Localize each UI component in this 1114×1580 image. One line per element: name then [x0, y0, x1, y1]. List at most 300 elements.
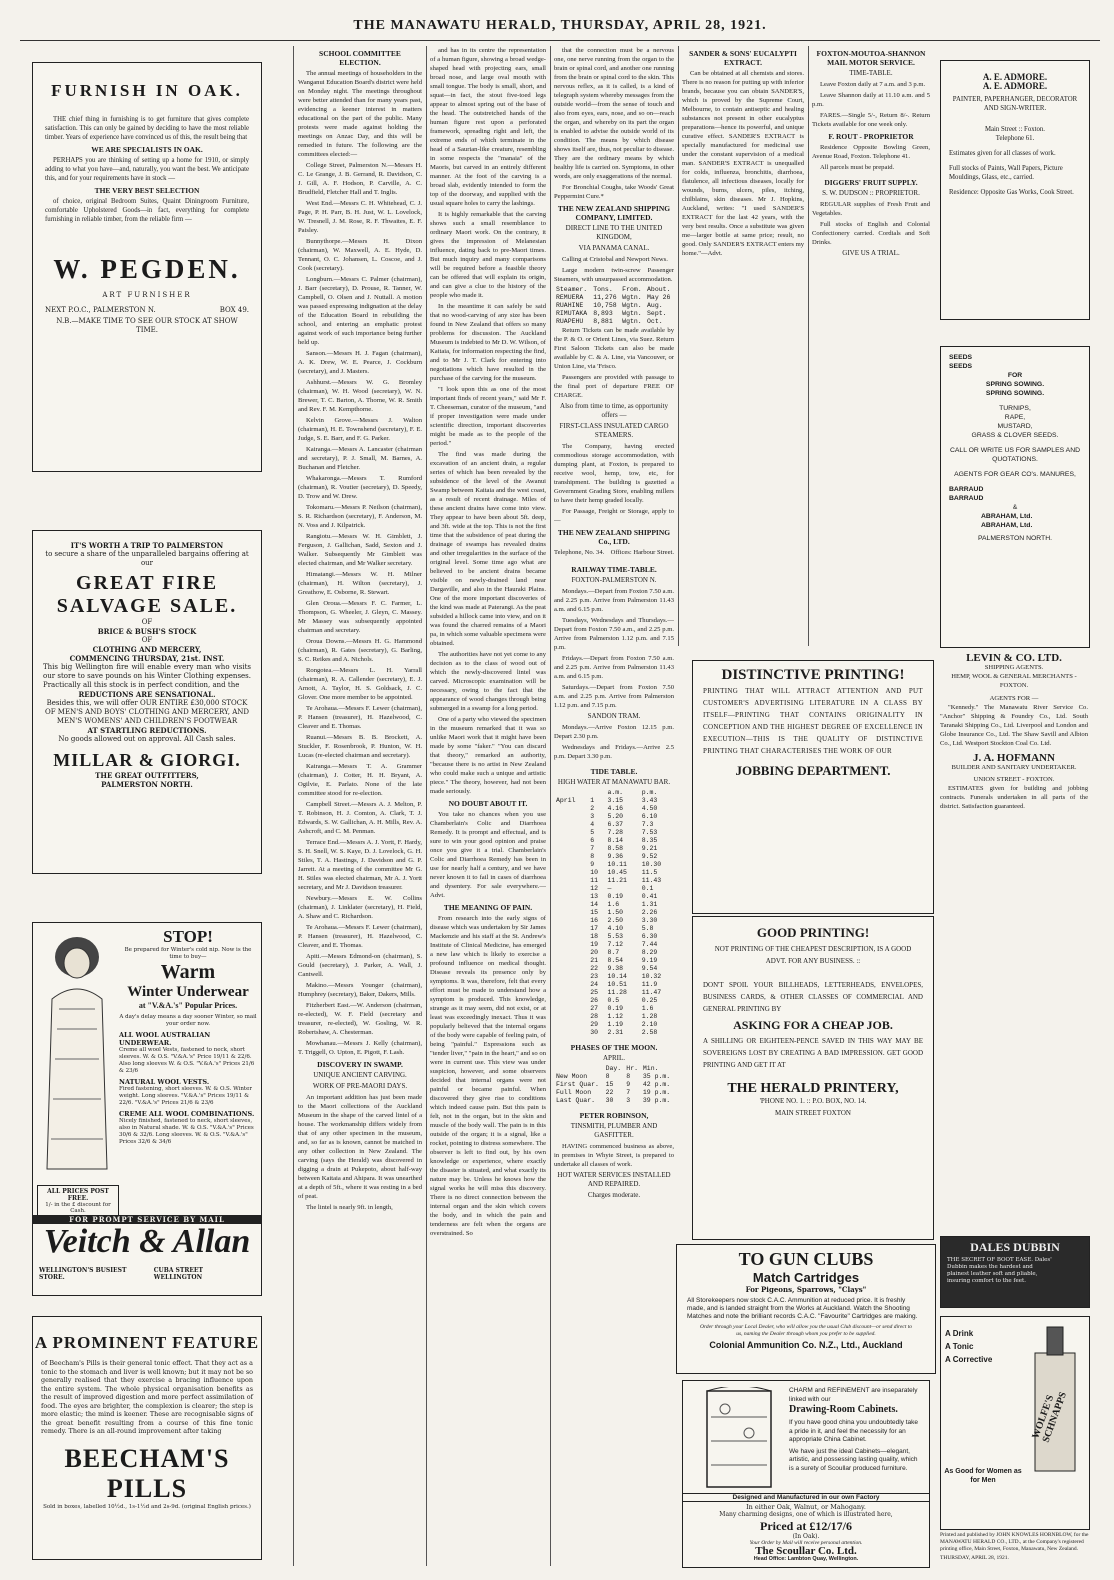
table-cell: 5.53	[607, 933, 624, 940]
table-cell: 7.28	[607, 829, 624, 836]
printing-para-3: DON'T SPOIL YOUR BILLHEADS, LETTERHEADS, ENVELOPES, BUSINESS CARDS, & OTHER CLASSES OF COMMERCIAL AND GENERAL PRINTING BY	[703, 981, 923, 1013]
column-rule-2	[426, 46, 427, 1566]
table-cell: RIMUTAKA	[556, 310, 588, 317]
table-row	[554, 981, 674, 989]
table-cell: 10.51	[607, 981, 627, 988]
table-cell: 8,893	[593, 310, 613, 317]
scoullar-either: In either Oak, Walnut, or Mahogany.	[746, 1503, 866, 1511]
column-3	[430, 46, 546, 1566]
fire-startling: AT STARTLING REDUCTIONS.	[87, 726, 207, 735]
gun-match: Match Cartridges	[752, 1270, 860, 1285]
stop-nat-text: Fired fastening, short sleeves. W. & O.S. Winter weight. Long sleeves. "V.&A.'s" Prices 19/11 & 22/6. "V.&A.'s" Prices 21/6 & 23/6	[119, 1086, 253, 1106]
peter-charges: Charges moderate.	[587, 1191, 641, 1199]
oak-specialists: WE ARE SPECIALISTS IN OAK.	[91, 145, 203, 154]
herald-printery: THE HERALD PRINTERY,	[727, 1081, 899, 1096]
table-cell: 25	[590, 989, 599, 996]
stop-warm: Warm	[160, 961, 216, 983]
table-cell: 22	[590, 965, 599, 972]
table-cell: 17	[590, 925, 599, 932]
no-doubt-para: You take no chances when you use Chamberlain's Colic and Diarrhoea Remedy. It is prompt and effectual, and is sure to win your good opinion and praise once you give it a trial. Chamberlain's Colic and Diarrhoea Remedy has been in use for nearly half a century, and we have never known it to fail in cases of diarrhoea and dysentery. For sale everywhere.—Advt.	[430, 811, 546, 899]
school-kairanga-2: Kairanga.—Messrs T. A. Grammer (chairman), J. Cotter, H. H. Bryant, A. Ogilvie, E. Parlato. None of the late committee stood for re-election.	[298, 763, 422, 797]
table-cell: 7.3	[641, 821, 654, 828]
imprint	[940, 1532, 1090, 1562]
nzsc-line: DIRECT LINE TO THE UNITED KINGDOM,	[565, 224, 663, 241]
ad-stop-winter-underwear	[32, 922, 262, 1296]
railway-saturdays: Saturdays.—Depart from Foxton 7.50 a.m. and 2.25 p.m. Arrive from Palmerston 1.12 p.m. and 7.15 p.m.	[554, 684, 674, 709]
table-cell: 1.31	[641, 901, 658, 908]
mail-fares: FARES.—Single 5/-, Return 8/-. Return Tickets available for one week only.	[812, 112, 930, 128]
table-cell: 10,758	[593, 302, 617, 309]
column-2	[298, 46, 422, 1566]
railway-fridays: Fridays.—Depart from Foxton 7.50 a.m. and 2.25 p.m. Arrive from Palmerston 11.43 a.m. and 6.15 p.m.	[554, 655, 674, 680]
school-makino: Makino.—Messrs Younger (chairman), Humphrey (secretary), Baker, Dakers, Mills.	[298, 982, 422, 998]
table-cell: 3	[626, 1097, 631, 1104]
beecham-title: A PROMINENT FEATURE	[34, 1333, 260, 1352]
stop-draught: A day's delay means a day sooner Winter, so mail your order now.	[119, 1014, 257, 1027]
column-rule-5	[808, 46, 809, 646]
swamp-sub-1: UNIQUE ANCIENT CARVING.	[313, 1071, 407, 1079]
table-cell: 6.37	[607, 821, 624, 828]
fire-line-1: IT'S WORTH A TRIP TO PALMERSTON	[70, 541, 224, 550]
steamer-header-cell: Steamer.	[556, 286, 588, 293]
table-cell: 0.1	[641, 885, 654, 892]
peter-trade: TINSMITH, PLUMBER AND GASFITTER.	[570, 1122, 658, 1139]
masthead-rule	[20, 40, 1100, 41]
scoullar-para-1: If you have good china you undoubtedly take a pride in it, and feel the necessity for an appropriate China Cabinet.	[789, 1419, 919, 1443]
tide-header-row	[554, 789, 674, 797]
scoullar-cabinets: Drawing-Room Cabinets.	[789, 1404, 898, 1415]
levin-sub: SHIPPING AGENTS.	[984, 664, 1044, 671]
table-cell: New Moon	[556, 1073, 588, 1080]
table-cell: 12	[590, 885, 599, 892]
herald-main-street: MAIN STREET FOXTON	[775, 1109, 851, 1117]
table-cell: 7.53	[641, 829, 658, 836]
table-cell: 19 p.m.	[642, 1089, 671, 1096]
table-cell: Wgtn.	[622, 310, 642, 317]
table-row	[554, 1029, 674, 1037]
table-cell: Sept.	[647, 310, 667, 317]
sanders-heading: SANDER & SONS' EUCALYPTI EXTRACT.	[689, 49, 797, 67]
seeds-grass: GRASS & CLOVER SEEDS.	[971, 432, 1059, 439]
pain-para-2: that the connection must be a nervous one, one nerve running from the organ to the brain or spinal cord, and another one running from the brain or spinal cord to the skin. This nervous reflex, as it is called, is a kind of telegraph system whereby messages from the outside world—from the sense of touch and also from eyes, ears, nose, and so on—reach the organ, and whereby on its part the organ is enabled to advise the outside world of its condition. The means by which disease shows itself are, thus, not peculiar to disease. They are the ordinary means by which healthy life is carried on. Symptoms, in other words, are only exaggerations of the normal.	[554, 47, 674, 180]
table-cell: 1.50	[607, 909, 624, 916]
fire-stock: BRICE & BUSH'S STOCK	[97, 627, 197, 636]
table-cell	[554, 1013, 588, 1021]
nzsc-large: Large modern twin-screw Passenger Steamers, with unsurpassed accommodation.	[554, 267, 674, 283]
veitch-footer	[39, 1267, 253, 1281]
table-row	[554, 821, 674, 829]
ad-seeds	[940, 346, 1090, 648]
swamp-para-9: One of a party who viewed the specimen in the museum remarked that it was so unlike Maori work that it might have been made by some "faker." "You can discard that theory," remarked an authority, "because there is no artist in New Zealand who could make such a unique and artistic piece." The theory, however, had not been made seriously.	[430, 716, 546, 795]
table-row	[554, 949, 674, 957]
table-row	[554, 933, 674, 941]
mail-proprietor: F. ROUT - PROPRIETOR	[828, 132, 914, 141]
table-cell	[554, 845, 588, 853]
table-cell	[554, 989, 588, 997]
masthead: THE MANAWATU HERALD, THURSDAY, APRIL 28, 1921.	[353, 18, 767, 33]
pegden-name: W. PEGDEN.	[53, 254, 241, 284]
table-cell: REMUERA	[556, 294, 584, 301]
table-cell	[554, 949, 588, 957]
hofmann-address: UNION STREET - FOXTON.	[973, 776, 1055, 783]
table-cell	[554, 885, 588, 893]
school-west-end: West End.—Messrs C. H. Whitehead, C. J. Page, P. H. Parr, B. H. Just, W. L. Lovelock, W. Tresnell, J. M. Rose, R. F. Thwaites, E. F. Paisley.	[298, 200, 422, 234]
millar-giorgi-name: MILLAR & GIORGI.	[53, 750, 241, 770]
gun-order: Order through your Local Dealer, who will allow you the usual Club discount—or send direct to us, naming the Dealer through whom you prefer to be supplied.	[699, 1324, 913, 1337]
hofmann-estimates: ESTIMATES given for building and jobbing contracts. Funerals undertaken in all parts of the district. Satisfaction guaranteed.	[940, 785, 1088, 810]
table-cell: 2.10	[641, 1021, 658, 1028]
table-row	[554, 310, 674, 318]
pain-para: From research into the early signs of disease which was undertaken by Sir James Mackenzie and his staff at the St. Andrew's Institute of Clinical Medicine, has emerged a new law which is likely to exercise a profound influence on medical thought. Disease reveals its presence only by symptoms. It was, therefore, felt that every effort must be made to understand how a symptom is produced. This knowledge, strange as it may seem, did not exist, or at least was exceedingly inexact. Thus it was popularly believed that the internal organs of the body were capable of feeling pain, of being "painful." Expressions such as "tender liver," "pain in the heart," and so on were in current use. This view was under suspicion, however, and some observers decided that internal organs were not painful or became painful. When discovered they give rise to conditions which indeed cause pain. But this pain is felt, not in the organ, but in the skin and muscle of the body wall. The pain is in this outside of the organ; it is a signal, like a rocket, pointing to distress somewhere. The observer is left to find out, by his own knowledge or experience, where exactly the disaster is situated, and what exactly its nature may be. Unless he knows how the signal works he will miss this discovery. There is no direct connection between the internal organ and the skin which covers the body, and in which the pain and tenderness are felt when the organs are overstrained. So	[430, 915, 546, 1237]
moon-month: APRIL.	[603, 1054, 625, 1062]
steamer-header-cell: Tons.	[593, 286, 613, 293]
imprint-date: THURSDAY, APRIL 28, 1921.	[940, 1555, 1009, 1561]
table-cell	[554, 973, 588, 981]
levin-list: "Kennedy." The Manawatu River Service Co. "Anchor" Shipping & Foundry Co., Ltd. South Taranaki Shipping Co., Ltd. Liverpool and London and Globe Insurance Co., Ltd. The Shaw Savill and Albion Co., Ltd. Westport Stockton Coal Co. Ltd.	[940, 704, 1088, 747]
table-cell: Full Moon	[556, 1089, 592, 1096]
peter-robinson: PETER ROBINSON,	[579, 1111, 649, 1120]
table-row	[554, 885, 674, 893]
table-row	[554, 941, 674, 949]
table-cell: 9.52	[641, 853, 658, 860]
table-cell: —	[607, 885, 612, 892]
table-row	[554, 909, 674, 917]
table-cell	[554, 1065, 604, 1073]
tide-heading: TIDE TABLE.	[590, 767, 638, 776]
column-rule-3	[550, 46, 551, 1566]
dales-para: THE SECRET OF BOOT EASE. Dales' Dubbin makes the hardest and plainest leather soft and pliable, insuring comfort to the feet.	[947, 1257, 1052, 1284]
swamp-para-7: The find was made during the excavation of an ancient drain, a regular series of which has been revealed by the subsidence of the level of the Awanui Swamp between Kaitaia and the west coast, as a result of recent drainage. Miles of these ancient drains have come into view. They appear to have been about 5ft. deep, and 3ft. wide at the top. This is not the first time that the subsidence of peat during the drainage of swamps has revealed drains and other irregularities in the surface of the original level. Some time ago what are believed to be ancient drains became visible on newly-drained land near Dargaville, and also in the Hauraki Plains. One of the more important discoveries of the kind was made at Paterangi. As the peat subsided a hillock came into view, and on it was found the charred remains of a Maori pa, in which some valuable specimens were obtained.	[430, 451, 546, 647]
oak-para-2: PERHAPS you are thinking of setting up a home for 1910, or simply adding to what you have—and, naturally, you want the best. We anticipate this, and for your requirements have in stock —	[45, 157, 249, 182]
stop-creme-heading: CREME ALL WOOL COMBINATIONS.	[119, 1110, 255, 1118]
seeds-barraud-1: BARRAUD	[949, 486, 984, 493]
admore-trade: PAINTER, PAPERHANGER, DECORATOR AND SIGN-WRITER.	[952, 96, 1078, 112]
column-6	[812, 46, 930, 686]
school-rangiotu: Rangiotu.—Messrs W. H. Gimblett, J. Ferguson, J. Gallichan, Sadd, Sexton and J. Walker. Subsequently Mr Gimblett was elected chairman, and Mr Walker secretary.	[298, 533, 422, 567]
diggers-heading: DIGGERS' FRUIT SUPPLY.	[824, 178, 918, 187]
school-whakaronga: Whakaronga.—Messrs T. Rumford (chairman), R. Voutier (secretary), D. Speedy, D. Trow and W. Drew.	[298, 475, 422, 500]
ad-beechams-pills	[32, 1316, 262, 1560]
printing-jobbing: JOBBING DEPARTMENT.	[735, 763, 891, 778]
wolfe-words	[945, 1327, 1017, 1366]
beecham-name: BEECHAM'S PILLS	[64, 1443, 230, 1503]
peter-hot-water: HOT WATER SERVICES INSTALLED AND REPAIRED.	[557, 1171, 671, 1188]
school-himatangi: Himatangi.—Messrs W. H. Milner (chairman), H. Wilton (secretary), J. Greathow, E. Osborne, R. Stewart.	[298, 571, 422, 596]
table-cell	[554, 805, 588, 813]
table-row	[554, 1005, 674, 1013]
table-cell: 19	[590, 941, 599, 948]
levin-title: LEVIN & CO. LTD.	[966, 654, 1062, 664]
nzsc-return: Return Tickets can be made available by the P. & O. or Orient Lines, via Suez. Return First Saloon Tickets can also be made available by C. & A. Line, via Vancouver, or Union Line, via 'Frisco.	[554, 327, 674, 370]
table-cell: 3.43	[641, 797, 658, 804]
seeds-for: FOR	[1007, 372, 1023, 379]
table-cell: 21	[590, 957, 599, 964]
school-mowhanau: Mowhanau.—Messrs J. Kelly (chairman), T. Triggell, O. Upton, E. Pigott, F. Lash.	[298, 1040, 422, 1056]
admore-residence: Residence: Opposite Gas Works, Cook Street.	[949, 189, 1074, 196]
table-cell: 10.11	[607, 861, 627, 868]
table-cell: 6	[590, 837, 595, 844]
scoullar-in-oak: (In Oak).	[792, 1533, 820, 1540]
wolfe-corrective: A Corrective	[945, 1355, 993, 1364]
seeds-mustard: MUSTARD,	[997, 423, 1033, 430]
china-cabinet-illustration	[693, 1387, 785, 1491]
table-cell: 4	[590, 821, 595, 828]
table-row	[554, 1073, 674, 1081]
table-cell: 8.29	[641, 949, 658, 956]
table-row	[554, 853, 674, 861]
steamer-table	[554, 286, 674, 326]
stop-aus-text: Creme all wool Vests, fastened to neck, short sleeves. W. & O.S. "V.&A.'s" Price 19/11 & 22/6. Also long sleeves W. & O.S. "V.&A.'s" Prices 21/6 & 23/6	[119, 1047, 255, 1074]
school-newbury: Newbury.—Messrs E. W. Collins (chairman), J. Linklater (secretary), H. Field, A. Shaw and C. Richardson.	[298, 895, 422, 920]
good-printing-para: NOT PRINTING OF THE CHEAPEST DESCRIPTION, IS A GOOD ADVT. FOR ANY BUSINESS. ::	[714, 945, 912, 965]
table-cell	[554, 1029, 588, 1037]
table-cell: 8.58	[607, 845, 624, 852]
table-cell: 2	[590, 805, 595, 812]
table-cell	[554, 789, 588, 797]
school-ruanui: Ruanui.—Messrs B. B. Brockett, A. Stuckler, F. Rosenbrook, P. Hunton, W. H. Lucas (re-elected chairman and secretary).	[298, 734, 422, 759]
table-cell: 15	[605, 1081, 614, 1088]
scoullar-many: Many charming designs, one of which is illustrated here,	[719, 1511, 893, 1518]
ad-great-fire-sale	[32, 530, 262, 874]
no-doubt-heading: NO DOUBT ABOUT IT.	[448, 799, 528, 808]
table-cell: 9.38	[607, 965, 624, 972]
sandon-mondays: Mondays.—Arrive Foxton 12.15 p.m. Depart 2.30 p.m.	[554, 724, 674, 740]
table-cell: RUAHINE	[556, 302, 584, 309]
stop-popular-prices: at "V.&A.'s" Popular Prices.	[138, 1001, 238, 1010]
nzsc-heading: THE NEW ZEALAND SHIPPING COMPANY, LIMITED.	[557, 204, 671, 222]
table-row	[554, 901, 674, 909]
millar-place: PALMERSTON NORTH.	[101, 780, 193, 789]
table-cell: Oct.	[647, 318, 663, 325]
table-cell: 2.58	[641, 1029, 658, 1036]
table-cell: 6.10	[641, 813, 658, 820]
gun-for: For Pigeons, Sparrows, "Clays"	[745, 1285, 867, 1294]
school-college: College Street, Palmerston N.—Messrs H. C. Le Grange, J. B. Gerrand, R. Davidson, C. J. Gill, A. F. Hodson, P. Carville, A. C. Brudfield, Fletcher Hall and T. Inglis.	[298, 162, 422, 196]
table-row	[554, 957, 674, 965]
table-cell: 11.47	[641, 989, 662, 996]
table-cell	[554, 877, 588, 885]
table-cell: 4.10	[607, 925, 624, 932]
table-row	[554, 813, 674, 821]
table-row	[554, 893, 674, 901]
fire-line-2: to secure a share of the unparalleled bargains offering at our	[45, 550, 249, 567]
beecham-sold: Sold in boxes, labelled 10½d., 1s-1½d and 2s-9d. (original English prices.)	[43, 1503, 251, 1510]
scoullar-head: Head Office: Lambton Quay, Wellington.	[753, 1556, 859, 1562]
nzsc-offices: Offices: Harbour Street.	[610, 549, 674, 556]
tide-table	[554, 789, 674, 1037]
table-cell	[554, 861, 588, 869]
table-cell: Day.	[605, 1065, 622, 1072]
gun-title: TO GUN CLUBS	[738, 1249, 874, 1269]
oak-para-1: THE chief thing in furnishing is to get furniture that gives complete satisfaction. This can only be gained by deciding to have the most reliable timber. Years of experience have convinced us of this, the result being that	[45, 116, 249, 141]
nzsc-company: The Company, having erected commodious storage accommodation, with dumping plant, at Foxton, is prepared to receive wool, hemp, tow, etc, for transhipment. The building is gazetted a Government Grading Store, enabling millers to have their hemp graded locally.	[554, 443, 674, 504]
table-cell: 6.30	[641, 933, 658, 940]
table-cell	[554, 917, 588, 925]
nzsc-contact	[554, 548, 674, 557]
table-cell: April	[556, 797, 576, 804]
table-cell: 1.6	[607, 901, 620, 908]
veitch-cuba: CUBA STREET WELLINGTON	[153, 1267, 203, 1281]
ad-furnish-in-oak	[32, 62, 262, 472]
table-cell: 15	[590, 909, 599, 916]
table-row	[554, 829, 674, 837]
dales-title: DALES DUBBIN	[970, 1240, 1060, 1254]
printing-asking: ASKING FOR A CHEAP JOB.	[733, 1018, 893, 1032]
seeds-1: SEEDS	[949, 354, 973, 361]
scoullar-firm: The Scoullar Co. Ltd.	[755, 1545, 857, 1557]
table-cell: 7	[590, 845, 595, 852]
pegden-note: N.B.—MAKE TIME TO SEE OUR STOCK AT SHOW TIME.	[56, 317, 238, 334]
hofmann-name: J. A. HOFMANN	[973, 752, 1055, 764]
nzsc-telephone: Telephone, No. 34.	[554, 549, 605, 556]
beecham-body: of Beecham's Pills is their general tonic effect. That they act as a tonic to the stomach and liver is well known; but it may not be so generally realised that they exercise a bracing influence upon the entire system. The whole physical organisation benefits as the result of improved digestion and more perfect assimilation of food. The eyes are brighter, the complexion is clearer; the step is more elastic; the mind is keener. These are recognisable signs of the great benefit resulting from a course of this fine tonic remedy. There is an all-round improvement after taking	[41, 1359, 253, 1435]
table-cell: 9.21	[641, 845, 658, 852]
table-cell: Aug.	[647, 302, 663, 309]
tide-sub: HIGH WATER AT MANAWATU BAR.	[557, 778, 671, 786]
school-heading: SCHOOL COMMITTEE ELECTION.	[319, 49, 401, 67]
nzsc-also: Also from time to time, as opportunity offers —	[560, 402, 668, 419]
post-free-box	[37, 1185, 119, 1217]
admore-estimates: Estimates given for all classes of work.	[949, 150, 1056, 157]
stop-content	[119, 927, 257, 1146]
table-cell: 30	[590, 1029, 599, 1036]
table-cell: 14	[590, 901, 599, 908]
stop-nat-heading: NATURAL WOOL VESTS.	[119, 1078, 210, 1086]
table-row	[554, 861, 674, 869]
seeds-call: CALL OR WRITE US FOR SAMPLES AND QUOTATIONS.	[949, 447, 1081, 463]
steamer-header-cell: About.	[647, 286, 671, 293]
table-cell	[554, 853, 588, 861]
column-rule-4	[678, 46, 679, 646]
table-cell: 9	[590, 861, 595, 868]
scoullar-text	[789, 1387, 923, 1473]
printing-title: DISTINCTIVE PRINTING!	[721, 667, 905, 683]
school-fitzherbert: Fitzherbert East.—W. Anderson (chairman, re-elected), W. F. Field (secretary and treasurer, re-elected), W. Gosling, W. R. Robertshaw, A. Chesterman.	[298, 1002, 422, 1036]
column-4	[554, 46, 674, 1566]
school-ashhurst: Ashhurst.—Messrs W. G. Bromley (chairman), W. H. Wood (secretary), W. N. Brewer, T. C. Barton, A. Thorne, W. R. Smith and Rev. F. M. Kempthorne.	[298, 379, 422, 413]
mail-timetable: TIME-TABLE.	[849, 69, 893, 77]
table-cell	[554, 901, 588, 909]
admore-main: Main Street :: Foxton.	[984, 126, 1046, 133]
lady-illustration	[37, 929, 117, 1179]
table-cell: 35 p.m.	[642, 1073, 671, 1080]
admore-telephone: Telephone 61.	[995, 135, 1035, 142]
fire-title-2: SALVAGE SALE.	[56, 595, 238, 617]
table-cell: 29	[590, 1021, 599, 1028]
scoullar-order: Your Order by Mail will receive personal attention.	[749, 1540, 863, 1546]
levin-agents: AGENTS FOR —	[989, 695, 1039, 702]
seeds-turnips: TURNIPS,	[999, 405, 1031, 412]
table-cell: 10.45	[607, 869, 627, 876]
wolfe-drink: A Drink	[945, 1329, 974, 1338]
diggers-proprietor: S. W. DUDSON :: PROPRIETOR.	[822, 189, 920, 197]
levin-merchants: HEMP, WOOL & GENERAL MERCHANTS - FOXTON.	[951, 673, 1077, 689]
table-row	[554, 973, 674, 981]
pegden-box: BOX 49.	[219, 306, 249, 314]
school-terrace-end: Terrace End.—Messrs A. J. Yortt, F. Hardy, S. H. Snell, W. S. Kaye, D. J. Lovelock, G. H. Stiles, T. A. Hastings, J. Davidson and G. P. Jarrett. At a meeting of the committee Mr G. H. Stiles was elected chairman, Mr A. J. Yortt secretary, and Mr J. Davidson treasurer.	[298, 839, 422, 891]
scoullar-para-2: We have just the ideal Cabinets—elegant, artistic, and possessing lasting quality, which is a surety of Scoullar produced furniture.	[789, 1447, 918, 1472]
ad-colonial-ammunition	[676, 1244, 936, 1374]
seeds-abraham-1: ABRAHAM, Ltd.	[981, 513, 1033, 520]
table-cell: 1.12	[607, 1013, 624, 1020]
seeds-amp: &	[1012, 504, 1018, 511]
table-cell: 24	[590, 981, 599, 988]
school-para: The annual meetings of householders in the Wanganui Education Board's district were held on Monday night. The meetings throughout were better attended than for many years past, evidencing a keener interest in matters educational on the part of the public. Many protests were made against holding the meetings on Anzac Day, and this will be remedied in future. The following are the committees elected:—	[298, 70, 422, 158]
fire-para-1: This big Wellington fire will enable every man who visits our store to save pounds on his Winter Clothing expenses. Practically all this stock is in perfect condition, and the	[43, 663, 251, 689]
table-cell	[554, 869, 588, 877]
wolfe-tonic: A Tonic	[945, 1342, 974, 1351]
table-row	[554, 837, 674, 845]
ad-distinctive-printing	[692, 660, 934, 914]
table-cell	[554, 821, 588, 829]
nzsc-first-class: FIRST-CLASS INSULATED CARGO STEAMERS.	[559, 422, 669, 439]
table-cell: 11.28	[607, 989, 627, 996]
mail-residence: Residence Opposite Bowling Green, Avenue Road, Foxton. Telephone 41.	[812, 144, 930, 160]
table-cell: 2.26	[641, 909, 658, 916]
pain-heading: THE MEANING OF PAIN.	[443, 903, 533, 912]
table-cell: 5	[590, 829, 595, 836]
oak-para-3: of choice, original Bedroom Suites, Quaint Diningroom Furniture, comfortable Upholstered Goods—in fact, everything for complete furnishing in reliable timber, from the reliable firm —	[45, 198, 249, 223]
table-cell: 0.41	[641, 893, 658, 900]
admore-name-2: A. E. ADMORE.	[982, 81, 1048, 91]
table-cell: 8	[590, 853, 595, 860]
table-cell: 20	[590, 949, 599, 956]
table-cell: 10.30	[641, 861, 662, 868]
veitch-allan-name: Veitch & Allan	[43, 1223, 251, 1260]
table-cell: Wgtn.	[622, 302, 642, 309]
oak-best-selection: THE VERY BEST SELECTION	[94, 186, 200, 195]
table-cell: 27	[590, 1005, 599, 1012]
table-cell: Hr.	[626, 1065, 638, 1072]
moon-heading: PHASES OF THE MOON.	[570, 1043, 658, 1052]
table-cell: 11.21	[607, 877, 627, 884]
table-cell: 16	[590, 917, 599, 924]
table-cell	[554, 965, 588, 973]
table-cell: 4.16	[607, 805, 624, 812]
ad-good-printing	[692, 916, 934, 1240]
nzsc-name-2: THE NEW ZEALAND SHIPPING Co., LTD.	[557, 528, 671, 546]
nzsc-via: VIA PANAMA CANAL.	[578, 244, 650, 252]
printing-para-4: A SHILLING OR EIGHTEEN-PENCE SAVED IN THIS WAY MAY BE SOVEREIGNS LOST BY CREATING A BAD IMPRESSION. GET GOOD PRINTING AND GET IT AT	[703, 1037, 923, 1069]
table-cell: 9.19	[641, 957, 658, 964]
table-cell: 0.25	[641, 997, 658, 1004]
table-row	[554, 1097, 674, 1105]
hofmann-sub: BUILDER AND SANITARY UNDERTAKER.	[951, 764, 1077, 771]
table-cell	[554, 1021, 588, 1029]
stop-line-1: Be prepared for Winter's cold nip. Now is the time to buy—	[124, 947, 252, 960]
post-discount: 1/- in the £ discount for Cash.	[45, 1202, 111, 1214]
swamp-para-2: The lintel is nearly 9ft. in length,	[306, 1204, 393, 1211]
table-cell: 8	[626, 1073, 631, 1080]
school-te-arohaua-2: Te Arohaua.—Messrs F. Lewer (chairman), P. Hansen (treasurer), H. Hazelwood, C. Cleaver, and E. Thomas.	[298, 924, 422, 949]
veitch-busiest: WELLINGTON'S BUSIEST STORE.	[39, 1267, 127, 1281]
table-cell: 8.54	[607, 957, 624, 964]
school-kelvin: Kelvin Grove.—Messrs J. Walton (chairman), H. E. Townshend (secretary), F. E. Judge, S. E. Barr, and F. G. Parker.	[298, 417, 422, 442]
table-cell: 8.35	[641, 837, 658, 844]
ad-dales-dubbin	[940, 1236, 1090, 1308]
steamer-header-row	[554, 286, 674, 294]
seeds-spring-2: SPRING SOWING.	[985, 390, 1045, 397]
sanders-para: Can be obtained at all chemists and stores. There is no reason for putting up with inferior brands, because you can obtain SANDER'S, which is proved by the Supreme Court, Melbourne, to contain antiseptic and healing substances not present in other eucalyptus preparations—hence its powerful, and unique curative effect. SANDER'S EXTRACT is specially manufactured for medicinal use under the constant supervision of a medical man. SANDER'S EXTRACT is unequalled for colds, influenza, bronchitis, diarrhoea, flatulence, all infectious diseases, locally for wounds, burns, ulcers, piles, itching, chilblains, skin diseases. Mr J. Hopkins, Auckland, writes: "I used SANDER'S EXTRACT for the last 42 years, with the very best results. Once a substitute was given me—larger bottle at same price; result, no good. Only SANDER'S EXTRACT enters my home."—Advt.	[682, 70, 804, 257]
table-cell: May 26	[647, 294, 671, 301]
table-cell	[554, 941, 588, 949]
table-cell: 1.28	[641, 1013, 658, 1020]
ad-scoullar	[682, 1380, 930, 1568]
oak-title: FURNISH IN OAK.	[51, 81, 243, 100]
railway-mondays: Mondays.—Depart from Foxton 7.50 a.m. and 2.25 p.m. Arrive from Palmerston 11.43 a.m. and 6.15 p.m.	[554, 588, 674, 613]
steamer-header-cell: From.	[622, 286, 642, 293]
admore-stocks: Full stocks of Paints, Wall Papers, Picture Mouldings, Glass, etc., carried.	[949, 165, 1063, 181]
